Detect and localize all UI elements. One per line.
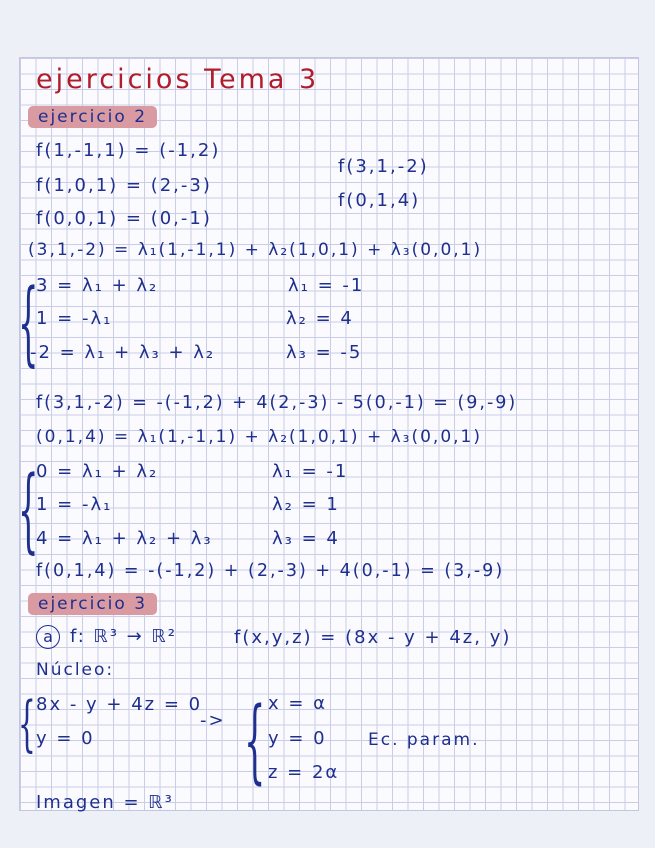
given-line-2: f(1,0,1) = (2,-3): [36, 175, 212, 196]
target-2: f(0,1,4): [338, 190, 421, 211]
map-signature: f: ℝ³ → ℝ²: [70, 626, 177, 647]
sys2-eq-2: 1 = -λ₁: [36, 494, 113, 515]
sys2-eq-3: 4 = λ₁ + λ₂ + λ₃: [36, 528, 213, 549]
target-1: f(3,1,-2): [338, 156, 429, 177]
combination-1: (3,1,-2) = λ₁(1,-1,1) + λ₂(1,0,1) + λ₃(0,0,1): [28, 240, 483, 260]
system-1-brace: {: [18, 268, 39, 376]
param-z: z = 2α: [268, 762, 340, 783]
sol1-l3: λ₃ = -5: [286, 342, 363, 363]
sys1-eq-1: 3 = λ₁ + λ₂: [36, 275, 159, 296]
param-x: x = α: [268, 693, 328, 714]
exercise-2-heading: ejercicio 2: [28, 106, 157, 128]
sol2-l1: λ₁ = -1: [272, 461, 349, 482]
part-a-marker: a: [36, 625, 60, 649]
part-a-row: [36, 625, 177, 649]
param-brace: {: [244, 688, 266, 795]
param-note: Ec. param.: [368, 730, 480, 750]
kernel-eq-2: y = 0: [36, 728, 95, 749]
kernel-brace: {: [18, 690, 36, 759]
system-2-brace: {: [18, 455, 39, 563]
combination-2: (0,1,4) = λ₁(1,-1,1) + λ₂(1,0,1) + λ₃(0,0,1): [36, 427, 482, 447]
sys1-eq-2: 1 = -λ₁: [36, 308, 113, 329]
result-2: f(0,1,4) = -(-1,2) + (2,-3) + 4(0,-1) = (3,-9): [36, 561, 505, 581]
kernel-eq-1: 8x - y + 4z = 0: [36, 694, 203, 715]
sol2-l2: λ₂ = 1: [272, 494, 340, 515]
map-formula: f(x,y,z) = (8x - y + 4z, y): [234, 627, 512, 648]
sol1-l2: λ₂ = 4: [286, 308, 354, 329]
sys2-eq-1: 0 = λ₁ + λ₂: [36, 461, 159, 482]
given-line-1: f(1,-1,1) = (-1,2): [36, 140, 221, 161]
sol2-l3: λ₃ = 4: [272, 528, 340, 549]
exercise-3-heading: ejercicio 3: [28, 593, 157, 615]
image-line: Imagen = ℝ³: [36, 792, 174, 813]
param-y: y = 0: [268, 728, 327, 749]
page-title: ejercicios Tema 3: [36, 64, 320, 95]
implies-arrow: ->: [200, 710, 226, 731]
sol1-l1: λ₁ = -1: [288, 275, 365, 296]
kernel-label: Núcleo:: [36, 660, 115, 680]
given-line-3: f(0,0,1) = (0,-1): [36, 208, 212, 229]
result-1: f(3,1,-2) = -(-1,2) + 4(2,-3) - 5(0,-1) = (9,-9): [36, 393, 518, 413]
sys1-eq-3: -2 = λ₁ + λ₃ + λ₂: [30, 342, 216, 363]
